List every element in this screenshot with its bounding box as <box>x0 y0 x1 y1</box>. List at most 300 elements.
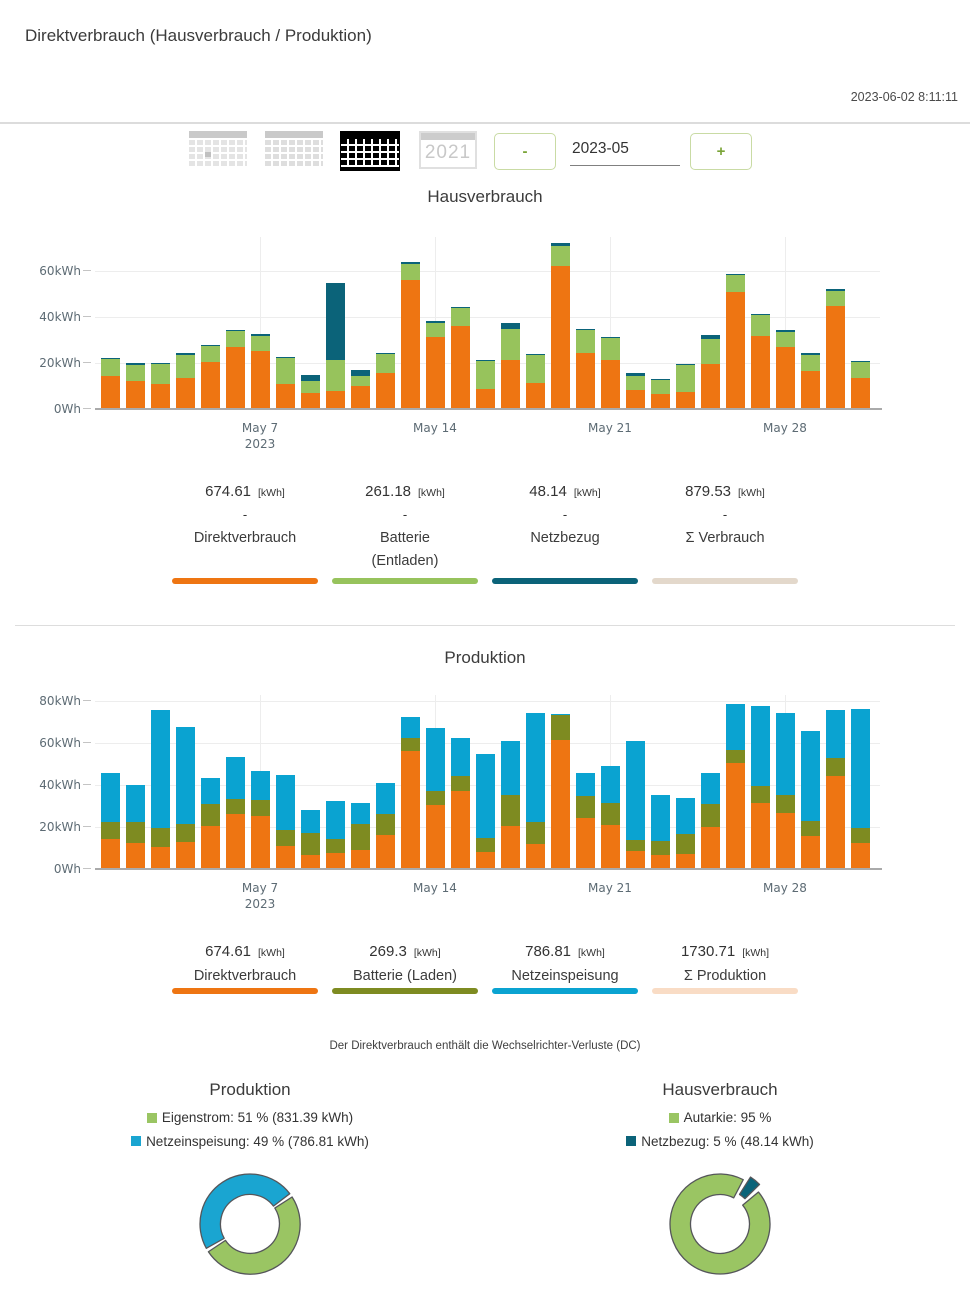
month-view-button-active[interactable] <box>340 131 400 171</box>
pr-segment-netzeinspeisung <box>651 795 670 841</box>
y-axis-label: 0Wh <box>53 402 81 416</box>
hv-segment-direktverbrauch <box>101 376 120 409</box>
pr-segment-netzeinspeisung <box>576 773 595 796</box>
calendar-icon <box>265 131 323 138</box>
hv-segment-batterie-entladen <box>226 331 245 347</box>
hv-segment-direktverbrauch <box>501 360 520 409</box>
pr-segment-batterie-laden <box>526 822 545 844</box>
year-view-button[interactable] <box>419 131 477 169</box>
legend-value: 48.14 [kWh] <box>529 483 601 500</box>
hausverbrauch-legend <box>165 478 805 584</box>
pr-bar-day-12[interactable] <box>376 783 395 869</box>
pr-bar-day-23[interactable] <box>651 795 670 869</box>
hv-segment-direktverbrauch <box>551 266 570 409</box>
x-axis-label: May 28 <box>763 421 807 435</box>
hv-segment-batterie-entladen <box>576 330 595 353</box>
pr-segment-batterie-laden <box>301 833 320 855</box>
hv-segment-netzbezug <box>476 360 495 361</box>
hausverbrauch-donut-chart <box>660 1164 780 1284</box>
hv-bar-day-29[interactable] <box>801 353 820 409</box>
pr-bar-day-26[interactable] <box>726 704 745 869</box>
pr-segment-batterie-laden <box>276 830 295 846</box>
pr-segment-netzeinspeisung <box>451 738 470 776</box>
legend-text: Netzeinspeisung: 49 % (786.81 kWh) <box>146 1133 369 1149</box>
hv-bar-day-21[interactable] <box>601 337 620 409</box>
pr-segment-direktverbrauch <box>701 827 720 869</box>
hv-segment-batterie-entladen <box>401 264 420 280</box>
legend-text: Netzbezug: 5 % (48.14 kWh) <box>641 1133 814 1149</box>
pr-segment-direktverbrauch <box>501 826 520 869</box>
hv-segment-batterie-entladen <box>251 336 270 351</box>
hv-segment-batterie-entladen <box>101 359 120 376</box>
hv-segment-direktverbrauch <box>251 351 270 409</box>
page-title: Direktverbrauch (Hausverbrauch / Produktion) <box>25 26 372 45</box>
y-axis-label: 0Wh <box>53 862 81 876</box>
legend-color-bar <box>652 578 798 584</box>
pr-segment-direktverbrauch <box>151 847 170 869</box>
pr-bar-day-13[interactable] <box>401 717 420 869</box>
y-axis-tick <box>83 700 91 701</box>
hv-bar-day-13[interactable] <box>401 262 420 409</box>
pr-bar-day-29[interactable] <box>801 731 820 869</box>
pr-segment-netzeinspeisung <box>526 713 545 822</box>
pr-segment-netzeinspeisung <box>226 757 245 799</box>
hv-segment-netzbezug <box>726 274 745 275</box>
pr-segment-direktverbrauch <box>101 839 120 869</box>
hv-segment-netzbezug <box>851 361 870 362</box>
pr-segment-batterie-laden <box>126 822 145 843</box>
hv-segment-direktverbrauch <box>851 378 870 409</box>
hv-segment-batterie-entladen <box>126 365 145 381</box>
hv-bar-day-18[interactable] <box>526 354 545 409</box>
hv-segment-direktverbrauch <box>326 391 345 409</box>
x-axis-label: May 14 <box>413 421 457 435</box>
pr-segment-direktverbrauch <box>376 835 395 869</box>
pr-bar-day-8[interactable] <box>276 775 295 869</box>
hv-segment-batterie-entladen <box>426 323 445 337</box>
pr-segment-direktverbrauch <box>201 826 220 869</box>
hv-bar-day-19[interactable] <box>551 243 570 409</box>
previous-period-button[interactable]: - <box>494 133 556 170</box>
week-view-button[interactable] <box>265 131 323 169</box>
pr-segment-netzeinspeisung <box>851 709 870 828</box>
hv-segment-direktverbrauch <box>626 390 645 409</box>
pr-segment-batterie-laden <box>751 786 770 803</box>
legend-unit: [kWh] <box>573 487 601 499</box>
pr-bar-day-1[interactable] <box>101 773 120 869</box>
hv-segment-direktverbrauch <box>651 394 670 409</box>
pr-segment-batterie-laden <box>551 715 570 740</box>
legend-value: 786.81 [kWh] <box>525 943 605 960</box>
legend-label: Direktverbrauch <box>193 530 297 546</box>
year-view-label: 2021 <box>424 141 472 163</box>
legend-summe-produktion <box>645 938 805 994</box>
pr-bar-day-15[interactable] <box>451 738 470 869</box>
pr-bar-day-28[interactable] <box>776 713 795 869</box>
legend-label: Direktverbrauch <box>193 968 297 984</box>
legend-value: 674.61 [kWh] <box>205 483 285 500</box>
pr-segment-batterie-laden <box>351 824 370 850</box>
produktion-donut-chart <box>190 1164 310 1284</box>
hv-bar-day-24[interactable] <box>676 364 695 409</box>
hv-segment-batterie-entladen <box>751 315 770 336</box>
legend-square-icon <box>669 1113 679 1123</box>
hv-segment-netzbezug <box>801 353 820 355</box>
calendar-icon <box>189 131 247 138</box>
hv-segment-netzbezug <box>826 289 845 291</box>
pr-bar-day-27[interactable] <box>751 706 770 869</box>
hv-segment-batterie-entladen <box>801 355 820 371</box>
pr-bar-day-22[interactable] <box>626 741 645 869</box>
pr-segment-netzeinspeisung <box>326 801 345 839</box>
hv-segment-netzbezug <box>126 363 145 365</box>
hv-bar-day-20[interactable] <box>576 329 595 409</box>
pr-segment-netzeinspeisung <box>201 778 220 804</box>
hv-segment-netzbezug <box>151 363 170 364</box>
legend-square-icon <box>626 1136 636 1146</box>
pr-segment-direktverbrauch <box>451 791 470 869</box>
hv-bar-day-16[interactable] <box>476 360 495 409</box>
pr-segment-netzeinspeisung <box>701 773 720 804</box>
legend-separator: - <box>562 507 568 522</box>
hv-segment-direktverbrauch <box>401 280 420 409</box>
legend-direktverbrauch <box>165 938 325 994</box>
pr-bar-day-4[interactable] <box>176 727 195 869</box>
pr-bar-day-18[interactable] <box>526 713 545 869</box>
pr-bar-day-3[interactable] <box>151 710 170 869</box>
legend-unit: [kWh] <box>258 487 285 499</box>
legend-square-icon <box>147 1113 157 1123</box>
hv-bar-day-4[interactable] <box>176 353 195 409</box>
hausverbrauch-pie-block <box>500 1080 940 1284</box>
x-axis-label: May 28 <box>763 881 807 895</box>
hv-segment-netzbezug <box>676 364 695 365</box>
pr-segment-batterie-laden <box>776 795 795 813</box>
hv-segment-batterie-entladen <box>326 360 345 391</box>
pr-bar-day-5[interactable] <box>201 778 220 869</box>
hv-bar-day-31[interactable] <box>851 361 870 409</box>
hv-segment-netzbezug <box>201 345 220 346</box>
pr-segment-batterie-laden <box>226 799 245 814</box>
pr-segment-direktverbrauch <box>401 751 420 869</box>
pr-segment-direktverbrauch <box>226 814 245 869</box>
legend-text: Eigenstrom: 51 % (831.39 kWh) <box>161 1110 354 1125</box>
pr-segment-netzeinspeisung <box>801 731 820 821</box>
pr-bar-day-9[interactable] <box>301 810 320 869</box>
header-divider <box>0 122 970 124</box>
hv-bar-day-1[interactable] <box>101 358 120 409</box>
legend-color-bar <box>492 578 638 584</box>
hv-segment-batterie-entladen <box>451 308 470 326</box>
hv-segment-direktverbrauch <box>376 373 395 409</box>
pr-bar-day-14[interactable] <box>426 728 445 869</box>
pr-segment-batterie-laden <box>326 839 345 853</box>
produktion-pie-title: Produktion <box>209 1080 291 1099</box>
hv-segment-batterie-entladen <box>501 329 520 360</box>
hv-bar-day-30[interactable] <box>826 289 845 409</box>
hv-bar-day-9[interactable] <box>301 375 320 409</box>
pr-segment-netzeinspeisung <box>401 717 420 738</box>
y-axis-label: 40kWh <box>39 310 81 324</box>
hv-segment-netzbezug <box>651 379 670 380</box>
hv-segment-direktverbrauch <box>126 381 145 409</box>
hv-bar-day-12[interactable] <box>376 353 395 409</box>
hv-bar-day-8[interactable] <box>276 357 295 409</box>
hv-bar-day-2[interactable] <box>126 363 145 409</box>
inverter-loss-note: Der Direktverbrauch enthält die Wechselrichter-Verluste (DC) <box>329 1040 641 1052</box>
hv-segment-direktverbrauch <box>751 336 770 409</box>
calendar-icon <box>421 133 475 140</box>
pr-segment-direktverbrauch <box>676 854 695 869</box>
x-axis-label: May 14 <box>413 881 457 895</box>
hv-segment-netzbezug <box>776 330 795 332</box>
legend-value: 1730.71 [kWh] <box>680 943 770 960</box>
hv-bar-day-10[interactable] <box>326 283 345 409</box>
legend-value: 261.18 [kWh] <box>365 483 445 500</box>
pr-segment-netzeinspeisung <box>501 741 520 795</box>
hv-segment-direktverbrauch <box>301 393 320 409</box>
y-axis-label: 80kWh <box>39 694 81 708</box>
hv-segment-netzbezug <box>701 335 720 339</box>
legend-color-bar <box>652 988 798 994</box>
hv-segment-direktverbrauch <box>201 362 220 409</box>
hv-segment-netzbezug <box>526 354 545 355</box>
pr-segment-batterie-laden <box>651 841 670 855</box>
next-period-button[interactable]: + <box>690 133 752 170</box>
pr-segment-netzeinspeisung <box>126 785 145 822</box>
legend-direktverbrauch <box>165 478 325 584</box>
pr-segment-direktverbrauch <box>551 740 570 869</box>
pr-segment-netzeinspeisung <box>601 766 620 803</box>
hv-segment-direktverbrauch <box>276 384 295 409</box>
pr-segment-direktverbrauch <box>776 813 795 869</box>
pr-segment-direktverbrauch <box>601 825 620 869</box>
y-axis-label: 60kWh <box>39 264 81 278</box>
hv-bar-day-25[interactable] <box>701 335 720 409</box>
pr-segment-netzeinspeisung <box>376 783 395 814</box>
hv-segment-netzbezug <box>301 375 320 381</box>
pr-segment-netzeinspeisung <box>351 803 370 824</box>
hv-segment-batterie-entladen <box>551 246 570 266</box>
pr-segment-netzeinspeisung <box>776 713 795 795</box>
pr-segment-direktverbrauch <box>751 803 770 869</box>
hv-segment-netzbezug <box>251 334 270 336</box>
pr-segment-netzeinspeisung <box>551 714 570 715</box>
legend-color-bar <box>332 988 478 994</box>
hausverbrauch-chart <box>39 237 880 451</box>
hv-segment-netzbezug <box>451 307 470 308</box>
hv-segment-batterie-entladen <box>826 291 845 306</box>
hv-bar-day-26[interactable] <box>726 274 745 409</box>
produktion-pie-legend <box>30 1108 470 1151</box>
pr-bar-day-25[interactable] <box>701 773 720 869</box>
hv-bar-day-3[interactable] <box>151 363 170 409</box>
pr-segment-netzeinspeisung <box>676 798 695 834</box>
hv-segment-netzbezug <box>351 370 370 376</box>
hv-bar-day-5[interactable] <box>201 345 220 409</box>
legend-batterie-laden <box>325 938 485 994</box>
x-axis-label: May 7 <box>241 421 279 435</box>
hv-segment-direktverbrauch <box>801 371 820 409</box>
produktion-pie-block <box>30 1080 470 1284</box>
pr-bar-day-30[interactable] <box>826 710 845 869</box>
legend-unit: [kWh] <box>578 947 605 959</box>
legend-batterie-entladen <box>325 478 485 584</box>
pr-segment-direktverbrauch <box>251 816 270 869</box>
hv-segment-batterie-entladen <box>476 361 495 389</box>
hv-bar-day-27[interactable] <box>751 314 770 409</box>
pr-segment-netzeinspeisung <box>751 706 770 786</box>
legend-label: Batterie (Entladen) <box>371 530 439 570</box>
hv-segment-direktverbrauch <box>226 347 245 409</box>
legend-label: Σ Produktion <box>683 968 767 984</box>
hv-segment-netzbezug <box>426 321 445 323</box>
pr-segment-batterie-laden <box>176 824 195 842</box>
legend-label: Batterie (Laden) <box>353 968 457 984</box>
pr-segment-batterie-laden <box>676 834 695 854</box>
pr-segment-batterie-laden <box>451 776 470 791</box>
legend-unit: [kWh] <box>418 487 445 499</box>
pr-bar-day-31[interactable] <box>851 709 870 869</box>
hv-bar-day-15[interactable] <box>451 307 470 409</box>
hausverbrauch-pie-legend <box>500 1108 940 1151</box>
pr-segment-batterie-laden <box>626 840 645 851</box>
hv-bar-day-6[interactable] <box>226 330 245 409</box>
legend-unit: [kWh] <box>258 947 285 959</box>
legend-color-bar <box>492 988 638 994</box>
legend-netzeinspeisung <box>485 938 645 994</box>
pr-bar-day-24[interactable] <box>676 798 695 869</box>
autarkie-legend-item <box>500 1108 940 1128</box>
hv-segment-direktverbrauch <box>826 306 845 409</box>
hv-bar-day-17[interactable] <box>501 323 520 409</box>
pr-segment-direktverbrauch <box>276 846 295 869</box>
legend-label: Netzeinspeisung <box>511 968 619 984</box>
pr-bar-day-7[interactable] <box>251 771 270 869</box>
hv-bar-day-14[interactable] <box>426 321 445 409</box>
pr-segment-netzeinspeisung <box>726 704 745 750</box>
legend-color-bar <box>172 988 318 994</box>
pr-segment-netzeinspeisung <box>276 775 295 830</box>
legend-unit: [kWh] <box>742 947 770 959</box>
hv-segment-direktverbrauch <box>526 383 545 409</box>
pr-segment-batterie-laden <box>851 828 870 843</box>
hv-segment-direktverbrauch <box>726 292 745 409</box>
hv-segment-direktverbrauch <box>776 347 795 409</box>
pr-segment-netzeinspeisung <box>101 773 120 822</box>
y-axis-tick <box>83 826 91 827</box>
hv-bar-day-7[interactable] <box>251 334 270 409</box>
hv-segment-batterie-entladen <box>201 346 220 362</box>
hv-bar-day-28[interactable] <box>776 330 795 409</box>
pr-segment-batterie-laden <box>201 804 220 826</box>
pr-segment-direktverbrauch <box>651 855 670 869</box>
hv-segment-netzbezug <box>551 243 570 246</box>
pr-bar-day-2[interactable] <box>126 785 145 869</box>
legend-label: Σ Verbrauch <box>685 530 765 546</box>
pr-segment-netzeinspeisung <box>826 710 845 758</box>
pr-segment-direktverbrauch <box>301 855 320 869</box>
pr-segment-direktverbrauch <box>726 763 745 869</box>
hv-bar-day-22[interactable] <box>626 373 645 409</box>
hv-segment-direktverbrauch <box>351 386 370 409</box>
pr-bar-day-11[interactable] <box>351 803 370 869</box>
x-axis-year-label: 2023 <box>244 897 276 911</box>
pr-segment-direktverbrauch <box>476 852 495 869</box>
y-axis-label: 20kWh <box>39 820 81 834</box>
day-view-button[interactable] <box>189 131 247 169</box>
hv-segment-direktverbrauch <box>701 364 720 409</box>
pr-segment-batterie-laden <box>151 828 170 847</box>
hv-segment-direktverbrauch <box>601 360 620 409</box>
pr-segment-netzeinspeisung <box>476 754 495 838</box>
hv-segment-batterie-entladen <box>276 358 295 384</box>
period-input[interactable] <box>570 138 680 166</box>
pr-bar-day-6[interactable] <box>226 757 245 869</box>
hv-bar-day-11[interactable] <box>351 370 370 409</box>
pr-segment-direktverbrauch <box>626 851 645 869</box>
produktion-legend <box>165 938 805 994</box>
legend-separator: - <box>722 507 728 522</box>
pr-segment-direktverbrauch <box>326 853 345 869</box>
pr-segment-batterie-laden <box>476 838 495 852</box>
pr-segment-netzeinspeisung <box>151 710 170 828</box>
y-axis-tick <box>83 316 91 317</box>
pr-segment-direktverbrauch <box>176 842 195 869</box>
hv-segment-netzbezug <box>601 337 620 338</box>
netzeinspeisung-legend-item <box>30 1132 470 1152</box>
legend-color-bar <box>332 578 478 584</box>
hv-segment-batterie-entladen <box>526 355 545 383</box>
pr-segment-batterie-laden <box>376 814 395 835</box>
pr-segment-batterie-laden <box>601 803 620 825</box>
pr-bar-day-21[interactable] <box>601 766 620 869</box>
hv-segment-batterie-entladen <box>626 376 645 390</box>
hv-segment-direktverbrauch <box>476 389 495 409</box>
hv-segment-batterie-entladen <box>676 365 695 392</box>
timestamp: 2023-06-02 8:11:11 <box>850 90 958 104</box>
pr-segment-batterie-laden <box>101 822 120 839</box>
pr-segment-direktverbrauch <box>851 843 870 869</box>
hv-segment-batterie-entladen <box>651 380 670 394</box>
produktion-chart <box>39 694 880 911</box>
pr-bar-day-20[interactable] <box>576 773 595 869</box>
y-axis-tick <box>83 408 91 409</box>
hv-segment-batterie-entladen <box>776 332 795 347</box>
pr-bar-day-17[interactable] <box>501 741 520 869</box>
hv-segment-batterie-entladen <box>376 354 395 373</box>
hv-segment-netzbezug <box>576 329 595 330</box>
y-gridline <box>95 701 880 702</box>
legend-value: 269.3 [kWh] <box>369 943 441 960</box>
y-axis-tick <box>83 270 91 271</box>
pr-segment-batterie-laden <box>701 804 720 827</box>
pr-bar-day-10[interactable] <box>326 801 345 869</box>
hv-segment-netzbezug <box>751 314 770 315</box>
pr-segment-batterie-laden <box>826 758 845 776</box>
hv-segment-batterie-entladen <box>701 339 720 364</box>
pr-bar-day-16[interactable] <box>476 754 495 869</box>
legend-label: Netzbezug <box>530 530 600 546</box>
pr-bar-day-19[interactable] <box>551 714 570 869</box>
hv-bar-day-23[interactable] <box>651 379 670 409</box>
pr-segment-direktverbrauch <box>126 843 145 869</box>
hv-segment-netzbezug <box>401 262 420 264</box>
pr-segment-direktverbrauch <box>426 805 445 869</box>
x-axis-line <box>95 868 882 870</box>
y-axis-label: 60kWh <box>39 736 81 750</box>
pr-segment-netzeinspeisung <box>251 771 270 800</box>
